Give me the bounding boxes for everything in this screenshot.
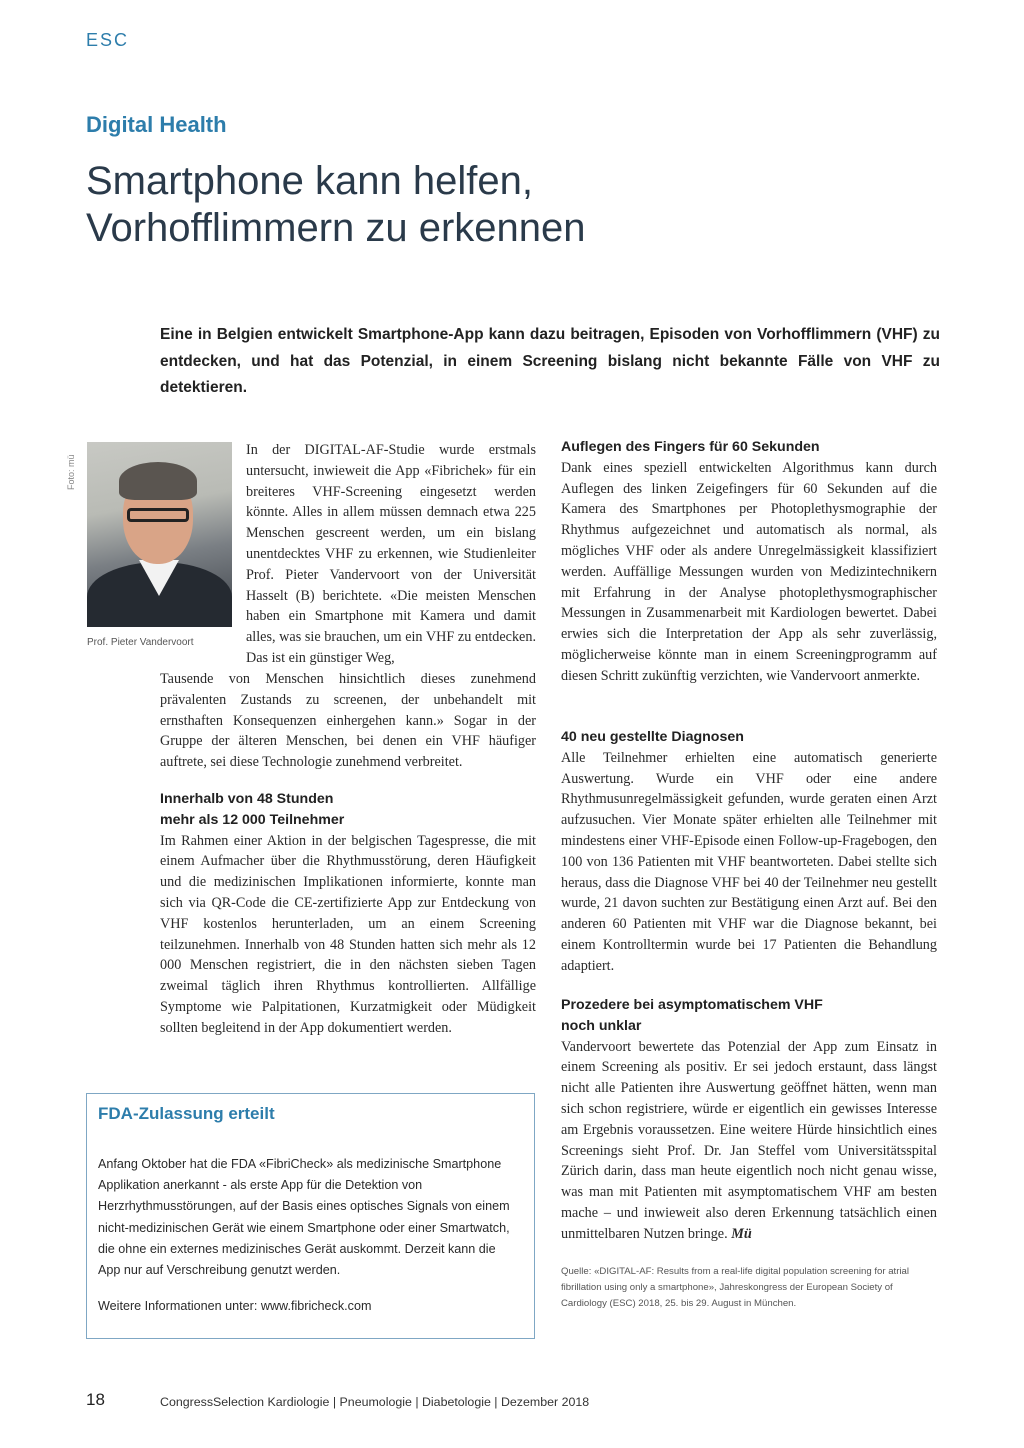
photo-hair xyxy=(119,462,197,500)
intro-paragraph-part1: In der DIGITAL-AF-Studie wurde erstmals untersucht, inwieweit die App «Fibrichek» für ein breiteres VHF-Screening eingesetzt werden könnte. Alles in allem müssen demnach etwa 225 Menschen gescreent werden, um ein bislang unentdecktes VHF zu erkennen, wie Studienleiter Prof. Pieter Vandervoort von der Universität Hasselt (B) berichtete. «Die meisten Menschen haben ein Smartphone mit Kamera und damit alles, was sie brauchen, um ein VHF zu entdecken. Das ist ein günstiger Weg, xyxy=(246,442,536,666)
section-body xyxy=(561,1037,937,1245)
section-heading: Prozedere bei asymptomatischem VHF xyxy=(561,997,823,1013)
info-box-link[interactable]: Weitere Informationen unter: www.fibricheck.com xyxy=(98,1299,372,1313)
section-heading: Auflegen des Fingers für 60 Sekunden xyxy=(561,439,820,455)
photo-credit: Foto: mü xyxy=(66,454,76,490)
section-auflegen-fingers xyxy=(561,437,937,687)
article-lead: Eine in Belgien entwickelt Smartphone-App kann dazu beitragen, Episoden von Vorhofflimmern (VHF) zu entdecken, und hat das Potenzial, in einem Screening bislang nicht bekannte Fälle von VHF zu detektieren. xyxy=(160,326,940,396)
portrait-photo xyxy=(87,442,232,627)
info-box-title: FDA-Zulassung erteilt xyxy=(98,1104,275,1123)
publication-footer: CongressSelection Kardiologie | Pneumologie | Diabetologie | Dezember 2018 xyxy=(160,1395,590,1409)
section-heading: Innerhalb von 48 Stunden xyxy=(160,791,334,807)
article-title xyxy=(86,158,786,252)
section-heading-line2: noch unklar xyxy=(561,1017,642,1034)
info-box-body: Anfang Oktober hat die FDA «FibriCheck» als medizinische Smartphone Applikation anerkannt - als erste App für die Detektion von Herzrhythmusstörungen, auf der Basis eines optisches Signals von einem nicht-medizinischen Gerät wie einem Smartphone oder einer Smartwatch, die ohne ein externes medizinisches Gerät auskommt. Derzeit kann die App nur auf Verschreibung genutzt werden. xyxy=(98,1157,510,1278)
title-line-1: Smartphone kann helfen, xyxy=(86,159,533,203)
title-line-2: Vorhofflimmern zu erkennen xyxy=(86,206,586,250)
section-prozedere xyxy=(561,995,937,1245)
section-neue-diagnosen xyxy=(561,727,937,977)
intro-paragraph-part2: Tausende von Menschen hinsichtlich dieses zunehmend prävalenten Zustands zu screenen, der unbehandelt mit ernsthaften Konsequenzen einhergehen kann.» Sogar in der Gruppe der älteren Menschen, bei denen ein VHF häufiger auftrete, sei diese Technologie zunehmend verbreitet. xyxy=(160,671,536,771)
source-citation: Quelle: «DIGITAL-AF: Results from a real-life digital population screening for atrial fibrillation using only a smartphone», Jahreskongress der European Society of Cardiology (ESC) 2018, 25. bis 29. August in München. xyxy=(561,1266,910,1309)
section-heading-line2: mehr als 12 000 Teilnehmer xyxy=(160,811,345,828)
section-body: Alle Teilnehmer erhielten eine automatisch generierte Auswertung. Wurde ein VHF oder eine andere Rhythmusunregelmässigkeit gefunden, wurde geraten einen Arzt aufzusuchen. Vier Monate später erhielten alle Teilnehmer mit mindestens einer VHF-Episode einen Follow-up-Fragebogen, den 100 von 136 Patienten mit VHF beantworteten. Dabei stellte sich heraus, dass die Diagnose VHF bei 40 der Teilnehmer neu gestellt wurde, 21 davon suchten zur Bestätigung einen Arzt auf. Bei den anderen 60 Patienten mit VHF war die Diagnose bekannt, bei einem Kontrolltermin wurde bei 17 Patienten die Behandlung adaptiert. xyxy=(561,749,937,974)
section-body: Im Rahmen einer Aktion in der belgischen Tagespresse, die mit einem Aufmacher über die Rhythmusstörung, deren Häufigkeit und die medizinischen Implikationen informierte, konnte man sich via QR-Code die CE-zertifizierte App zur Entdeckung von VHF kostenlos herunterladen, um an einem Screening teilzunehmen. Innerhalb von 48 Stunden hatten sich mehr als 12 000 Menschen registriert, die in den nächsten sieben Tagen zweimal täglich ihren Rhythmus kontrollierten. Allfällige Symptome wie Palpitationen, Kurzatmigkeit oder Müdigkeit sollten begleitend in der App dokumentiert werden. xyxy=(160,832,536,1036)
photo-glasses xyxy=(127,508,189,522)
section-tag: ESC xyxy=(86,30,130,50)
author-initials: Mü xyxy=(731,1225,752,1242)
photo-caption: Prof. Pieter Vandervoort xyxy=(87,637,194,648)
section-48-stunden xyxy=(160,789,536,1039)
section-body: Dank eines speziell entwickelten Algorithmus kann durch Auflegen des linken Zeigefingers für 60 Sekunden auf die Kamera des Smartphones per Photoplethysmographie der Rhythmus aufgezeichnet und automatisch als normal, als mögliches VHF oder als andere Unregelmässigkeit klassifiziert werden. Auffällige Messungen wurden von Medizintechnikern mit Erfahrung in der Analyse photoplethysmographischer Messungen in Zusammenarbeit mit Kardiologen bewertet. Dabei erwies sich die Interpretation der App als sehr zuverlässig, möglicherweise könnte man in einem Screeningprogramm auf diesen Schritt zukünftig verzichten, wie Vandervoort anmerkte. xyxy=(561,459,937,684)
article-kicker: Digital Health xyxy=(86,112,227,137)
section-heading: 40 neu gestellte Diagnosen xyxy=(561,729,744,745)
section-body-text: Vandervoort bewertete das Potenzial der App zum Einsatz in einem Screening als positiv. Er sei jedoch erstaunt, dass längst nicht alle Patienten ihre Auswertung geöffnet hätten, wenn man sich schon registriere, würde er eigentlich ein gewisses Interesse am Ergebnis voraussetzen. Eine weitere Hürde hinsichtlich eines Screenings sieht Prof. Dr. Jan Steffel vom Universitätsspital Zürich darin, dass man heute eigentlich noch nicht genau wisse, was man mit Patienten mit asymptomatischem VHF am besten mache – und inwieweit also deren Erkennung tatsächlich einen unmittelbaren Nutzen bringe. xyxy=(561,1038,937,1242)
page-number: 18 xyxy=(86,1390,105,1409)
